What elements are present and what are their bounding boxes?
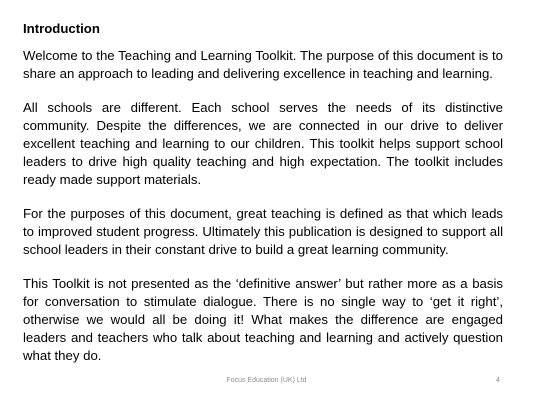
document-body xyxy=(23,20,503,381)
page-number: 4 xyxy=(496,377,500,384)
section-heading: Introduction xyxy=(23,21,100,36)
paragraph-toolkit: This Toolkit is not presented as the ‘definitive answer’ but rather more as a basis for conversation to stimulate dialogue. There is no single way to ‘get it right’, otherwise we would all be doing it! What makes the difference are engaged leaders and teachers who talk about teaching and learning and actively question what they do. xyxy=(23,276,503,363)
paragraph-schools: All schools are different. Each school serves the needs of its distinctive community. Despite the differences, we are connected in our drive to deliver excellent teaching and learning to our children. This toolkit helps support school leaders to drive high quality teaching and high expectation. The toolkit includes ready made support materials. xyxy=(23,100,503,187)
paragraph-definition: For the purposes of this document, great teaching is defined as that which leads to improved student progress. Ultimately this publication is designed to support all school leaders in their constant drive to build a great learning community. xyxy=(23,206,503,257)
footer-publisher: Focus Education (UK) Ltd xyxy=(226,377,307,384)
paragraph-welcome: Welcome to the Teaching and Learning Toolkit. The purpose of this document is to share an approach to leading and delivering excellence in teaching and learning. xyxy=(23,48,503,81)
